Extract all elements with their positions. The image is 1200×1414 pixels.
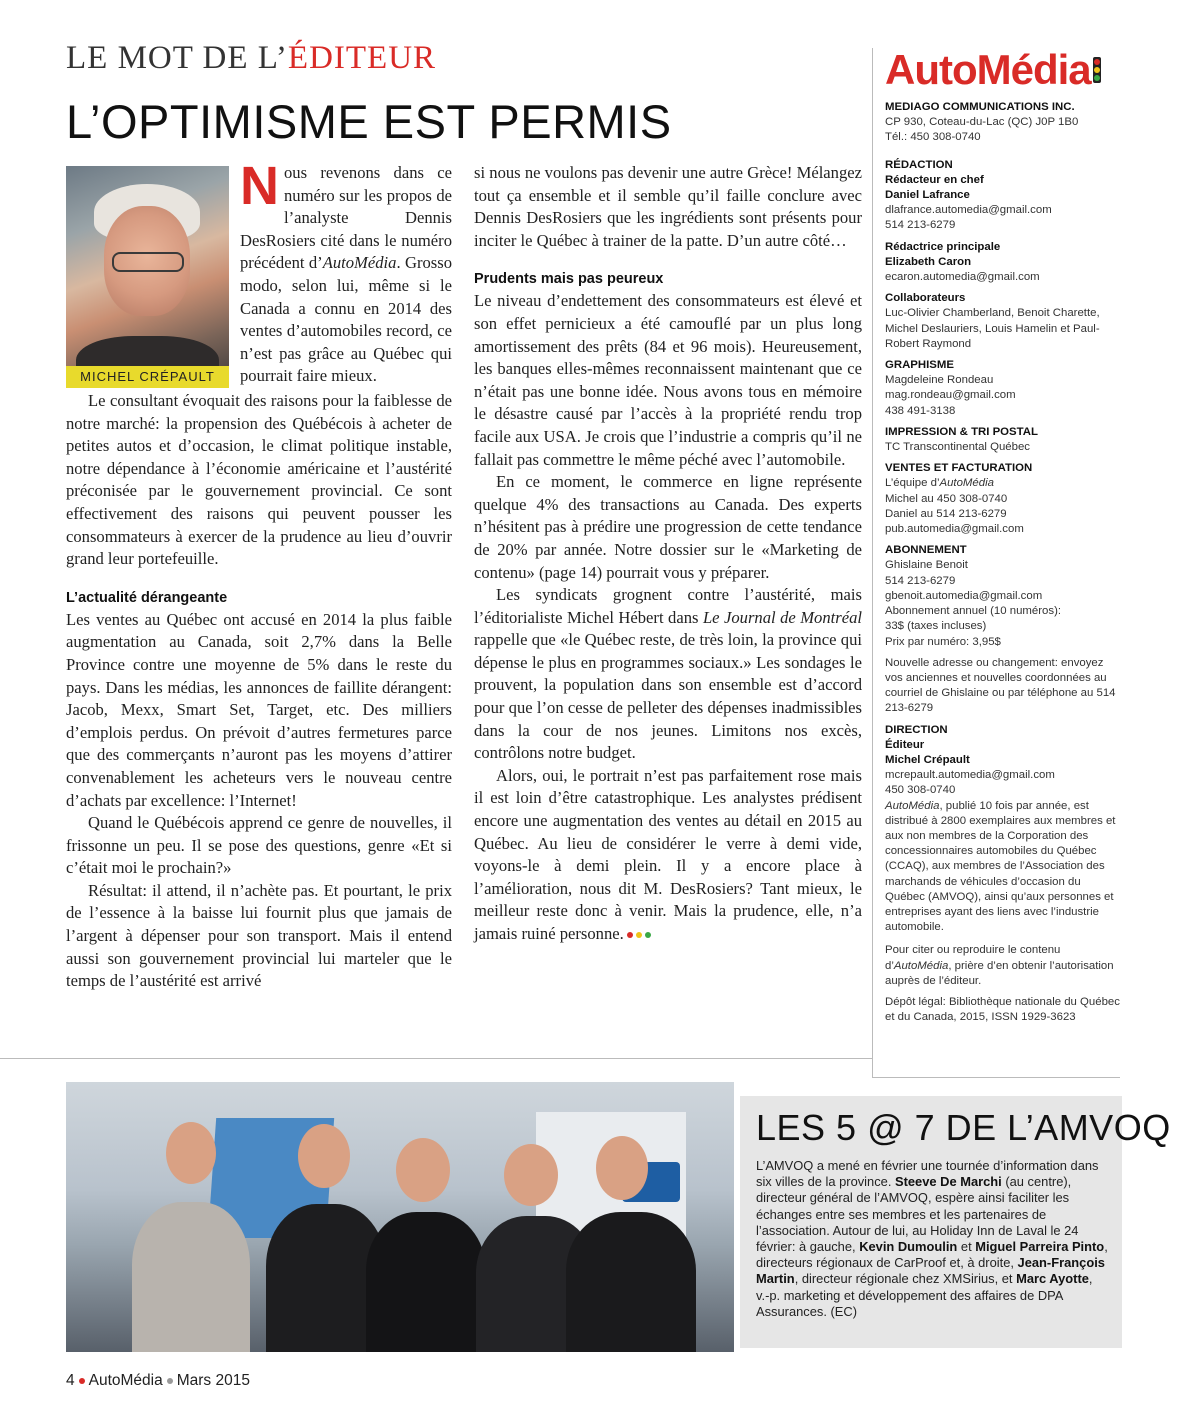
paragraph-3: Les ventes au Québec ont accusé en 2014 la plus faible augmentation au Canada, soit 2,7% dans la Belle Province contre une moyenne de 5% dans le reste du pays. Dans les médias, les annonces de faillite dérangent: Jacob, Mexx, Smart Set, Target, etc. Des milliers d’emplois perdus. On prévoit d’autres fermetures parce que des commerçants n’auront pas les moyens d’attirer convenablement les acheteurs vers le nouveau centre d’achats par excellence: l’Internet! (66, 609, 452, 810)
amvoq-title: LES 5 @ 7 DE L’AMVOQ (756, 1107, 1171, 1148)
photo-caption: MICHEL CRÉPAULT (66, 366, 229, 388)
amvoq-t6: , v.-p. marketing et développement des affaires de DPA Assurances. (EC) (756, 1271, 1093, 1319)
chef-email: dlafrance.automedia@gmail.com (885, 204, 1052, 217)
section-divider (0, 1058, 872, 1059)
photo-person-1 (132, 1202, 250, 1352)
paragraph-4: Quand le Québécois apprend ce genre de nouvelles, il frissonne un peu. Il se pose des questions, genre «Et si c’était moi le prochain?» (66, 813, 452, 878)
photo-float-spacer (66, 162, 240, 390)
ventes-1-italic: AutoMédia (939, 477, 994, 490)
page-footer (66, 1372, 250, 1390)
drop-cap: N (240, 156, 279, 216)
graph-phone: 438 491-3138 (885, 404, 956, 417)
dir-email: mcrepault.automedia@gmail.com (885, 769, 1055, 782)
section-redaction: RÉDACTION (885, 158, 953, 171)
footer-dot-icon (167, 1378, 173, 1384)
amvoq-t4: , directeurs régionaux de CarProof et, à droite, (756, 1239, 1108, 1271)
principale-title: Rédactrice principale (885, 240, 1001, 253)
depot-legal: Dépôt légal: Bibliothèque nationale du Québec et du Canada, 2015, ISSN 1929-3623 (885, 995, 1120, 1024)
ventes-line-2: Michel au 450 308-0740 (885, 492, 1008, 505)
chef-phone: 514 213-6279 (885, 219, 956, 232)
subhead-1: L’actualité dérangeante (66, 589, 228, 606)
photo-person-5 (566, 1212, 696, 1352)
footer-magazine: AutoMédia (88, 1372, 163, 1389)
masthead-sidebar (872, 48, 1120, 1078)
abon-price: 33$ (taxes incluses) (885, 620, 987, 633)
kicker-text: LE MOT DE L’ (66, 40, 288, 76)
amvoq-t1: L’AMVOQ a mené en février une tournée d’information dans six villes de la province. (756, 1158, 1099, 1190)
logo-text: AutoMédia (885, 46, 1091, 93)
section-graphisme: GRAPHISME (885, 359, 954, 372)
abon-name: Ghislaine Benoit (885, 559, 968, 572)
amvoq-b2: Kevin Dumoulin (859, 1239, 958, 1255)
cite-2: , prière d’en obtenir l’autorisation auprès de l’éditeur. (885, 959, 1114, 987)
company-phone: Tél.: 450 308-0740 (885, 131, 981, 144)
graph-name: Magdeleine Rondeau (885, 374, 994, 387)
traffic-light-icon (1093, 57, 1101, 83)
section-impression: IMPRESSION & TRI POSTAL (885, 425, 1038, 438)
photo-person-3 (366, 1212, 486, 1352)
amvoq-box (740, 1096, 1171, 1348)
amvoq-t3: et (957, 1239, 976, 1255)
end-dots-icon (624, 924, 651, 943)
abon-per-issue: Prix par numéro: 3,95$ (885, 635, 1001, 648)
dist-italic: AutoMédia (885, 799, 940, 812)
section-ventes: VENTES ET FACTURATION (885, 462, 1033, 475)
dir-phone: 450 308-0740 (885, 784, 956, 797)
amvoq-b3: Miguel Parreira Pinto (975, 1239, 1105, 1255)
principale-email: ecaron.automedia@gmail.com (885, 271, 1040, 284)
collab-title: Collaborateurs (885, 292, 966, 305)
distribution-note (885, 799, 1120, 936)
ventes-line-4: pub.automedia@gmail.com (885, 523, 1024, 536)
p1-text: ous revenons dans ce numéro sur les propos de l’analyste Dennis DesRosiers cité dans le numéro précédent d’ (240, 163, 452, 273)
paragraph-2: Le consultant évoquait des raisons pour la faiblesse de notre marché: la propension des Québécois à acheter de petites autos et d’occasion, le climat politique instable, notre dépendance à l’économie américaine et l’austérité préconisée par le gouvernement provincial. Ce sont effectivement des raisons qui peuvent pousser les consommateurs à exercer de la prudence au lieu d’ouvrir grand leur portefeuille. (66, 391, 452, 569)
amvoq-t5: , directeur régionale chez XMSirius, et (794, 1271, 1017, 1287)
dir-title: Éditeur (885, 738, 925, 751)
article-column-1 (66, 156, 452, 993)
subhead-2: Prudents mais pas peureux (474, 271, 664, 288)
amvoq-t2: (au centre), directeur général de l’AMVOQ, espère ainsi faciliter les échanges entre ses membres et les partenaires de l’association. Autour de lui, au Holiday Inn de Laval le 24 février: à gauche, (756, 1174, 1079, 1255)
group-photo (66, 1082, 734, 1352)
photo-head-1 (166, 1122, 216, 1184)
cite-italic: AutoMédia (893, 959, 949, 972)
collab-names: Luc-Olivier Chamberland, Benoit Charette, Michel Deslauriers, Louis Hamelin et Paul-Robert Raymond (885, 307, 1100, 350)
abon-email: gbenoit.automedia@gmail.com (885, 589, 1043, 602)
article-column-2 (474, 162, 862, 946)
dist-text: , publié 10 fois par année, est distribué à 2800 exemplaires aux membres et aux non membres de la Corporation des concessionnaires automobiles du Québec (CCAQ), aux membres de l’Association des marchands de véhicules d’occasion du Québec (AMVOQ), ainsi qu’aux personnes et entreprises ayant des liens avec l’industrie automobile. (885, 799, 1116, 934)
photo-head-3 (396, 1138, 450, 1202)
p10-text: Alors, oui, le portrait n’est pas parfaitement rose mais il est loin d’être catastrophique. Les analystes prédisent encore une augmentation des ventes au détail en 2015 au Québec. Au lieu de considérer le verre à demi vide, voyons-le à demi plein. Il y a encore place à l’amélioration, nous dit M. DesRosiers? Tant mieux, le meilleur reste donc à venir. Mais la prudence, elle, n’a jamais ruiné personne. (474, 765, 862, 943)
company-name: MEDIAGO COMMUNICATIONS INC. (885, 101, 1075, 113)
article-title: L’OPTIMISME EST PERMIS (66, 95, 672, 148)
chef-name: Daniel Lafrance (885, 189, 970, 202)
amvoq-b5: Marc Ayotte (1016, 1271, 1089, 1287)
principale-name: Elizabeth Caron (885, 255, 972, 268)
graph-email: mag.rondeau@gmail.com (885, 389, 1016, 402)
paragraph-7: Le niveau d’endettement des consommateurs est élevé et son effet pernicieux a été camouflé par un plus long amortissement des prêts (84 et 96 mois). Heureusement, les banques elles-mêmes reconnaissent maintenant que ce n’était pas une bonne idée. Nous avons tous en mémoire le désastre causé par l’accès à la propriété rendu trop facile aux USA. Je crois que l’industrie a compris qu’il ne fallait pas commettre le même péché avec l’automobile. (474, 291, 862, 469)
footer-date: Mars 2015 (176, 1372, 250, 1389)
photo-head-2 (298, 1124, 350, 1188)
cite-1: Pour citer ou reproduire le contenu d’ (885, 944, 1061, 972)
photo-head-4 (504, 1144, 558, 1206)
page-number: 4 (66, 1372, 75, 1389)
p9-a: Les syndicats grognent contre l’austérité, mais l’éditorialiste Michel Hébert dans (474, 585, 862, 627)
abon-note: Nouvelle adresse ou changement: envoyez vos anciennes et nouvelles coordonnées au courriel de Ghislaine ou par téléphone au 514 213-6279 (885, 656, 1116, 715)
dir-name: Michel Crépault (885, 753, 970, 766)
section-direction: DIRECTION (885, 723, 948, 736)
automedia-logo (885, 48, 1120, 92)
paragraph-5: Résultat: il attend, il n’achète pas. Et pourtant, le prix de l’essence à la baisse lui fournit plus que jamais de l’argent à dépenser pour son transport. Mais il entend aussi son gouvernement provincial lui marteler que le temps de l’austérité est arrivé (66, 880, 452, 991)
ventes-line-1 (885, 476, 1120, 491)
p1-italic: AutoMédia (322, 253, 397, 273)
chef-title: Rédacteur en chef (885, 173, 984, 186)
kicker-accent: ÉDITEUR (287, 40, 437, 76)
abon-annuel: Abonnement annuel (10 numéros): (885, 605, 1062, 618)
p9-b: rappelle que «le Québec reste, de très loin, la province qui dépense le plus en programmes sociaux.» Les sondages le prouvent, la population dans son ensemble est d’accord pour que l’on cesse de pelleter des dépenses inadmissibles dans la cour de nos jeunes. Limitons nos excès, contrôlons notre budget. (474, 630, 862, 763)
paragraph-8: En ce moment, le commerce en ligne représente quelque 4% des transactions au Canada. Des experts n’hésitent pas à prédire une progression de cette tendance de 20% par année. Notre dossier sur le «Marketing de contenu» (page 14) pourrait vous y préparer. (474, 472, 862, 582)
paragraph-10 (474, 765, 862, 946)
impr-name: TC Transcontinental Québec (885, 441, 1030, 454)
p1-end: . Grosso modo, selon lui, même si le Canada a connu en 2014 des ventes d’automobiles record, ce n’est pas grâce au Québec qui pourrait faire mieux. (240, 253, 452, 386)
amvoq-text (756, 1158, 1108, 1320)
ventes-1-text: L’équipe d’ (885, 477, 940, 490)
p9-italic: Le Journal de Montréal (702, 607, 862, 627)
amvoq-b4: Jean-François Martin (756, 1255, 1105, 1287)
ventes-line-3: Daniel au 514 213-6279 (885, 507, 1007, 520)
amvoq-b1: Steeve De Marchi (895, 1174, 1002, 1190)
section-kicker (66, 40, 436, 77)
photo-head-5 (596, 1136, 648, 1200)
paragraph-9 (474, 584, 862, 765)
section-abonnement: ABONNEMENT (885, 544, 967, 557)
abon-phone: 514 213-6279 (885, 574, 956, 587)
company-address: CP 930, Coteau-du-Lac (QC) J0P 1B0 (885, 116, 1079, 129)
footer-dot-icon (79, 1378, 85, 1384)
paragraph-6: si nous ne voulons pas devenir une autre Grèce! Mélangez tout ça ensemble et il semble qu’il faille conclure avec Dennis DesRosiers que les ingrédients sont présents pour inciter le Québec à trainer de la patte. D’un autre côté… (474, 163, 862, 250)
citation-note (885, 943, 1120, 989)
